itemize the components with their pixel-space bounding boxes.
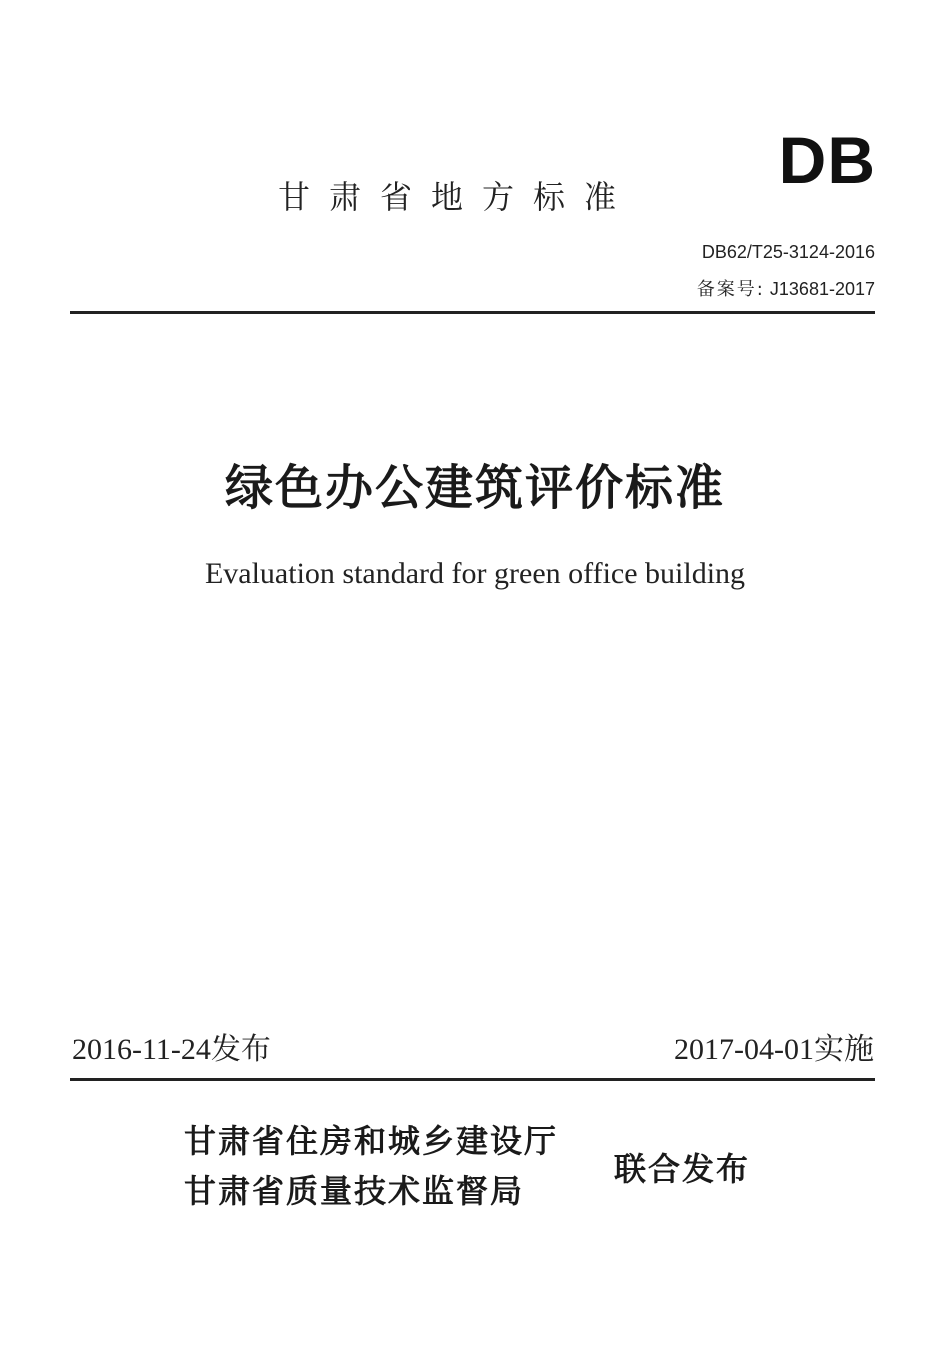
implementation-date: 2017-04-01实施 xyxy=(674,1033,874,1066)
db-mark: DB xyxy=(778,123,876,197)
standard-number: DB62/T25-3124-2016 xyxy=(701,242,875,262)
title-english: Evaluation standard for green office building xyxy=(204,557,746,590)
title-chinese: 绿色办公建筑评价标准 xyxy=(224,460,725,516)
issuer-second: 甘肃省质量技术监督局 xyxy=(184,1172,525,1210)
record-number: J13681-2017 xyxy=(769,279,875,299)
issuer-first: 甘肃省住房和城乡建设厅 xyxy=(184,1122,559,1160)
bottom-divider xyxy=(70,1078,875,1081)
record-number-line xyxy=(697,276,875,303)
joint-issue-label: 联合发布 xyxy=(614,1150,751,1188)
top-divider xyxy=(70,311,875,314)
record-label: 备案号: xyxy=(696,279,765,300)
issue-date: 2016-11-24发布 xyxy=(72,1033,271,1066)
standard-category: 甘肃省地方标准 xyxy=(278,178,636,216)
